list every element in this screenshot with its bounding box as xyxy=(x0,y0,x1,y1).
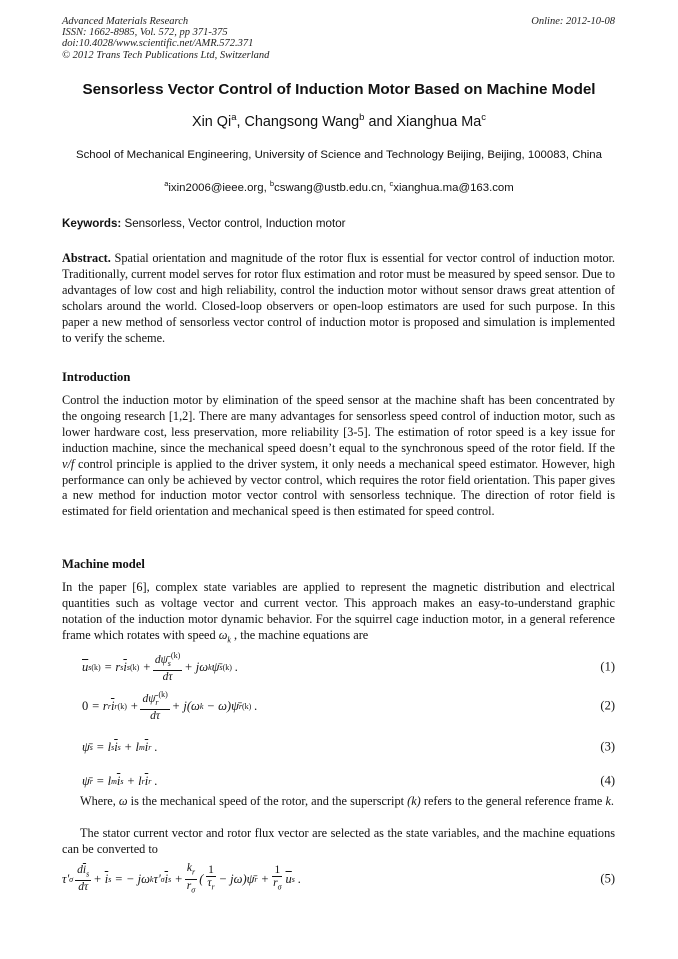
doi-line: doi:10.4028/www.scientific.net/AMR.572.371 xyxy=(62,38,254,50)
omega-sub: k xyxy=(227,635,231,645)
author-sup: b xyxy=(359,112,365,124)
mm-text-part: In the paper [6], complex state variables are applied to represent the magnetic distribution and electrical quantities such as voltage vector and current vector. This approach makes an easy-to-understand graphic notation of the induction motor dynamic behavior. For the squirrel cage induction motor, in a general reference frame which rotates with speed xyxy=(62,580,615,642)
journal-name: Advanced Materials Research xyxy=(62,16,189,27)
intro-emph: v/f xyxy=(62,456,75,471)
machine-model-text xyxy=(62,580,615,648)
where-text xyxy=(62,794,615,810)
author-name: , Changsong Wang xyxy=(236,114,360,130)
email: ixin2006@ieee.org, xyxy=(168,182,270,194)
equation-body: ψ̄ s = l s $\overline{i}$ s + l m $\overline{i}$ r . xyxy=(82,739,158,754)
equation-2 xyxy=(62,691,615,721)
abstract xyxy=(62,251,615,346)
equation-body: $\overline{u}$ s (k) = r s $\overline{i}$ s (k) + $\frac{d\psī_s^{(k)}}{d\tau}$ + jω k ψ̄ s (k) . xyxy=(82,650,239,684)
author-name: and Xianghua Ma xyxy=(364,114,482,130)
online-date: Online: 2012-10-08 xyxy=(531,16,615,27)
author-name: Xin Qi xyxy=(191,114,232,130)
where-part: refers to the general reference frame xyxy=(420,794,606,808)
omega-symbol: ω xyxy=(218,627,228,642)
email-sup: a xyxy=(164,179,169,189)
author-sup: c xyxy=(481,112,487,124)
where-part: is the mechanical speed of the rotor, and the superscript xyxy=(127,794,408,808)
equation-4 xyxy=(62,766,615,796)
copyright-line: © 2012 Trans Tech Publications Ltd, Switzerland xyxy=(62,49,270,61)
where-part: . xyxy=(610,794,614,808)
email-list xyxy=(40,179,638,194)
author-list xyxy=(40,114,638,130)
abstract-text: Spatial orientation and magnitude of the rotor flux is essential for vector control of induction motor. Traditionally, current model serves for rotor flux estimation and rotor must be measured by speed sensor. Due to advantages of low cost and high reliability, control the induction motor without sensor draws great attention of scholars around the world. Closed-loop observers or open-loop estimators are used for such purpose. In this paper a new method of sensorless vector control of induction motor is proposed and simulation is implemented to verify the scheme. xyxy=(62,251,615,345)
mm-text-part: , the machine equations are xyxy=(230,627,369,642)
affiliation: School of Mechanical Engineering, University of Science and Technology Beijing, Beijing, 100083, China xyxy=(76,149,602,161)
section-heading: Machine model xyxy=(62,557,145,571)
frame-k: k xyxy=(605,794,611,808)
omega-symbol: ω xyxy=(118,794,128,808)
journal-header xyxy=(62,16,269,61)
superscript-k: (k) xyxy=(407,794,421,808)
equation-1 xyxy=(62,652,615,682)
equation-number: (2) xyxy=(600,698,615,713)
equation-body: τ' σ $\frac{d\overline{i}_s}{d\tau}$ + $\overline{i}$ s = − jω k τ' σ $\overline{i}$ s + $\frac{k_r}{r_\sigma}$ ( $\frac{1}{\tau_r}$ − jω)ψ̄ r + $\frac{1}{r_\sigma}$ $\overline{u}$ s . xyxy=(62,862,302,894)
equation-number: (1) xyxy=(600,659,615,674)
abstract-label: Abstract. xyxy=(62,251,111,265)
intro-text-part: Control the induction motor by elimination of the speed sensor at the machine shaft has been concentrated by the ongoing research [1,2]. There are many advantages for sensorless speed control of induction motor, such as lower hardware cost, less preservation, more reliability [3-5]. The estimation of rotor speed is a key issue for induction machine, since the mechanical speed doesn’t equal to the synchronous speed of the rotor field. If the xyxy=(62,393,615,455)
email: xianghua.ma@163.com xyxy=(393,182,514,194)
equation-body: 0 = r r $\overline{i}$ r (k) + $\frac{d\psī_r^{(k)}}{d\tau}$ + j(ω k − ω)ψ̄ r (k) . xyxy=(82,689,258,723)
equation-number: (5) xyxy=(600,871,615,886)
keywords-label: Keywords: xyxy=(62,217,122,230)
equation-number: (3) xyxy=(600,739,615,754)
state-variables-text: The stator current vector and rotor flux vector are selected as the state variables, and the machine equations can be converted to xyxy=(62,826,615,856)
section-heading: Introduction xyxy=(62,370,131,384)
introduction-text xyxy=(62,393,615,520)
where-part: Where, xyxy=(80,794,119,808)
author-sup: a xyxy=(231,112,237,124)
email-sup: c xyxy=(389,179,394,189)
email-sup: b xyxy=(269,179,275,189)
keywords-text: Sensorless, Vector control, Induction motor xyxy=(121,217,346,230)
intro-text-part: control principle is applied to the driver system, it only needs a mechanical speed estimator. However, high performance can only be achieved by vector control, which requires the rotor field orientation. This paper gives a new method for induction motor vector control with sensorless technique. The direction of rotor field is estimated for field orientation and mechanical speed is then estimated for speed control. xyxy=(62,456,615,519)
equation-5 xyxy=(62,862,615,896)
paper-title: Sensorless Vector Control of Induction Motor Based on Machine Model xyxy=(82,81,596,98)
equation-3 xyxy=(62,732,615,762)
email: cswang@ustb.edu.cn, xyxy=(274,182,390,194)
issn-line: ISSN: 1662-8985, Vol. 572, pp 371-375 xyxy=(62,27,228,39)
equation-body: ψ̄ r = l m $\overline{i}$ s + l r $\overline{i}$ r . xyxy=(82,773,158,788)
equation-number: (4) xyxy=(600,773,615,788)
keywords xyxy=(62,217,346,230)
